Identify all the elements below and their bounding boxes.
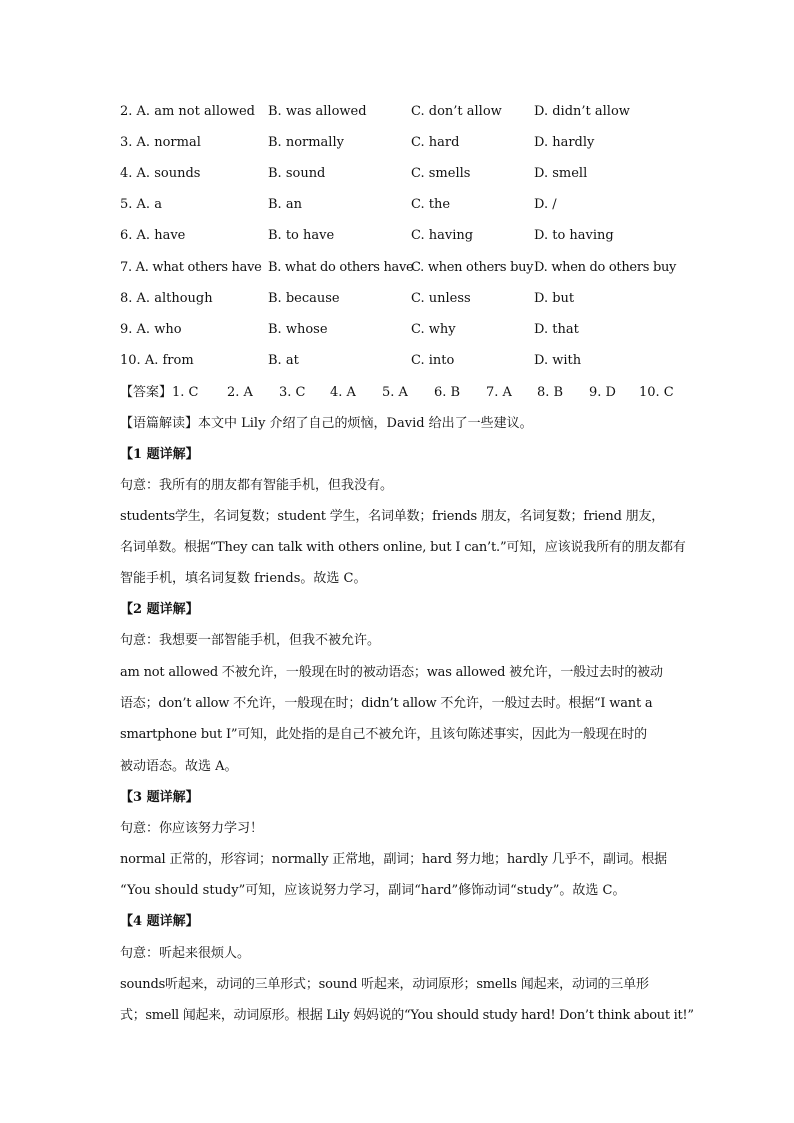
q3-explanation-line: normal 正常的，形容词；normally 正常地，副词；hard 努力地；hardly 几乎不，副词。根据 [120, 852, 667, 867]
q2-meaning: 句意：我想要一部智能手机，但我不被允许。 [120, 633, 381, 648]
q3-heading: 【3 题详解】 [120, 790, 199, 805]
q1-explanation-line: 名词单数。根据“They can talk with others online, but I can’t.”可知，应该说我所有的朋友都有 [120, 540, 686, 555]
answer-item: 9. D [589, 385, 616, 400]
option-c: C. having [411, 228, 474, 243]
answer-item: 10. C [639, 385, 674, 400]
option-a: 10. A. from [120, 353, 194, 368]
q4-explanation-line: sounds听起来，动词的三单形式；sound 听起来，动词原形；smells 闻起来，动词的三单形 [120, 977, 649, 992]
option-d: D. hardly [534, 135, 595, 150]
option-a: 5. A. a [120, 197, 162, 212]
answer-item: 7. A [486, 385, 512, 400]
option-b: B. what do others have [268, 260, 414, 275]
option-c: C. don’t allow [411, 104, 502, 119]
option-b: B. normally [268, 135, 344, 150]
answer-item: 5. A [382, 385, 408, 400]
option-d: D. but [534, 291, 575, 306]
option-b: B. sound [268, 166, 326, 181]
q2-explanation-line: am not allowed 不被允许，一般现在时的被动语态；was allowed 被允许，一般过去时的被动 [120, 665, 663, 680]
answer-item: 1. C [172, 385, 199, 400]
option-a: 7. A. what others have [120, 260, 262, 275]
option-d: D. with [534, 353, 582, 368]
option-d: D. smell [534, 166, 588, 181]
q1-heading: 【1 题详解】 [120, 447, 199, 462]
q2-explanation-line: 被动语态。故选 A。 [120, 759, 238, 774]
option-c: C. hard [411, 135, 460, 150]
option-b: B. was allowed [268, 104, 367, 119]
q2-explanation-line: smartphone but I”可知，此处指的是自己不被允许，且该句陈述事实，因此为一般现在时的 [120, 727, 647, 742]
q1-meaning: 句意：我所有的朋友都有智能手机，但我没有。 [120, 478, 394, 493]
q2-heading: 【2 题详解】 [120, 602, 199, 617]
q1-explanation-line: 智能手机，填名词复数 friends。故选 C。 [120, 571, 367, 586]
q4-explanation-line: 式；smell 闻起来，动词原形。根据 Lily 妈妈说的“You should study hard! Don’t think about it!” [120, 1008, 694, 1023]
option-d: D. / [534, 197, 557, 212]
passage-analysis: 【语篇解读】本文中 Lily 介绍了自己的烦恼，David 给出了一些建议。 [120, 416, 533, 431]
q4-meaning: 句意：听起来很烦人。 [120, 946, 251, 961]
option-d: D. didn’t allow [534, 104, 630, 119]
option-b: B. because [268, 291, 340, 306]
option-a: 2. A. am not allowed [120, 104, 256, 119]
q3-meaning: 句意：你应该努力学习！ [120, 821, 264, 836]
answer-item: 6. B [434, 385, 461, 400]
option-a: 3. A. normal [120, 135, 201, 150]
q3-explanation-line: “You should study”可知，应该说努力学习，副词“hard”修饰动词“study”。故选 C。 [120, 883, 626, 898]
answer-label: 【答案】 [120, 385, 173, 400]
option-b: B. at [268, 353, 299, 368]
q2-explanation-line: 语态；don’t allow 不允许，一般现在时；didn’t allow 不允许，一般过去时。根据“I want a [120, 696, 653, 711]
option-b: B. to have [268, 228, 335, 243]
answer-item: 8. B [537, 385, 564, 400]
option-d: D. when do others buy [534, 260, 677, 275]
answer-item: 4. A [330, 385, 356, 400]
option-a: 9. A. who [120, 322, 182, 337]
option-c: C. smells [411, 166, 471, 181]
option-a: 6. A. have [120, 228, 186, 243]
option-c: C. into [411, 353, 455, 368]
option-d: D. that [534, 322, 579, 337]
q4-heading: 【4 题详解】 [120, 914, 199, 929]
option-b: B. whose [268, 322, 328, 337]
option-c: C. the [411, 197, 451, 212]
option-c: C. unless [411, 291, 471, 306]
answer-item: 2. A [227, 385, 253, 400]
option-c: C. when others buy [411, 260, 534, 275]
option-c: C. why [411, 322, 456, 337]
option-b: B. an [268, 197, 302, 212]
q1-explanation-line: students学生，名词复数；student 学生，名词单数；friends 朋友，名词复数；friend 朋友， [120, 509, 665, 524]
answer-item: 3. C [279, 385, 306, 400]
option-d: D. to having [534, 228, 614, 243]
option-a: 8. A. although [120, 291, 213, 306]
option-a: 4. A. sounds [120, 166, 201, 181]
